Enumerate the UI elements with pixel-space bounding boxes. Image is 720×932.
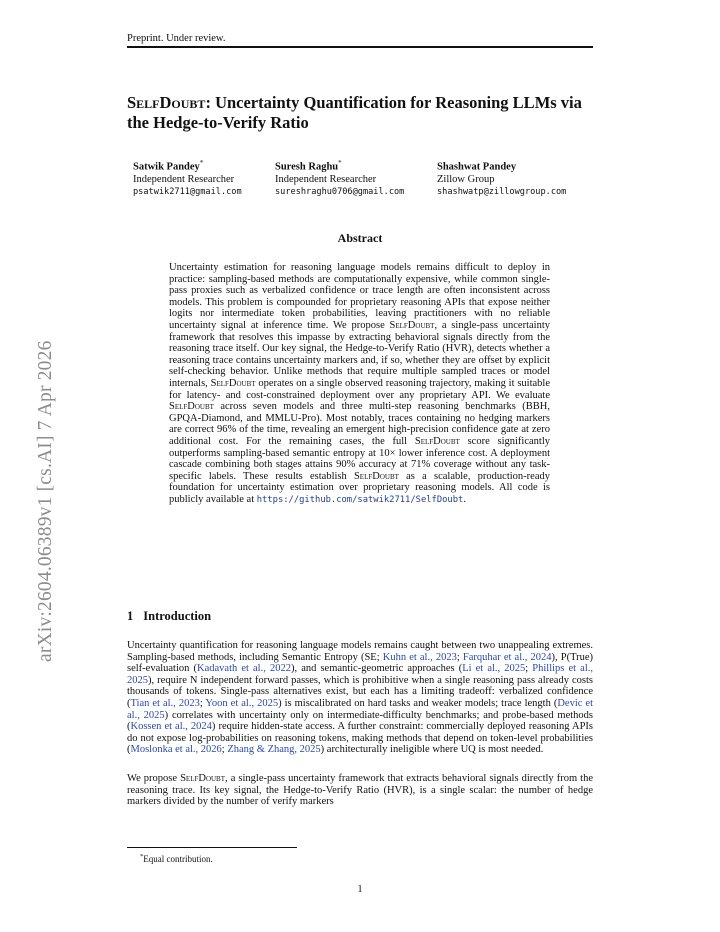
abstract-heading: Abstract bbox=[337, 231, 383, 245]
citation-link[interactable]: Farquhar et al., 2024 bbox=[462, 651, 552, 663]
citation-link[interactable]: Devic et al., 2025 bbox=[127, 697, 594, 721]
author-affiliation: Zillow Group bbox=[437, 173, 495, 185]
body-text: Uncertainty quantification for reasoning language models remains caught between two unappealing extremes. Sampling-based methods, including Semantic Entropy (SE; bbox=[127, 640, 593, 663]
page-number: 1 bbox=[357, 884, 363, 895]
title-rest: : Uncertainty Quantification for Reasoning LLMs via the Hedge-to-Verify Ratio bbox=[127, 93, 582, 132]
citation-link[interactable]: Kadavath et al., 2022 bbox=[197, 663, 291, 675]
section-number: 1 bbox=[127, 609, 134, 623]
brand-name: SelfDoubt bbox=[180, 773, 226, 784]
author-name: Shashwat Pandey bbox=[437, 161, 517, 173]
author-mark: * bbox=[338, 159, 342, 167]
citation-link[interactable]: Moslonka et al., 2026 bbox=[130, 744, 222, 756]
footnote-text: Equal contribution. bbox=[143, 854, 213, 864]
brand-name: SelfDoubt bbox=[169, 401, 214, 413]
body-text: ), and semantic-geometric approaches ( bbox=[290, 663, 463, 675]
brand-name: SelfDoubt bbox=[389, 319, 435, 331]
intro-paragraph-2 bbox=[127, 773, 593, 808]
body-text: ; bbox=[456, 651, 463, 663]
citation-link[interactable]: Yoon et al., 2025 bbox=[205, 697, 279, 709]
author-name: Satwik Pandey bbox=[133, 161, 200, 173]
citation-link[interactable]: Kossen et al., 2024 bbox=[130, 721, 212, 733]
section-title: Introduction bbox=[143, 609, 212, 623]
arxiv-stamp: arXiv:2604.06389v1 [cs.AI] 7 Apr 2026 bbox=[35, 340, 56, 662]
footnote-rule bbox=[127, 847, 297, 848]
title-brand: SelfDoubt bbox=[127, 93, 206, 112]
abstract-text: across seven models and three multi-step reasoning benchmarks (BBH, GPQA-Diamond, and MMLU-Pro). Most notably, traces containing no hedging markers are correct 96% of the time, revealing an emergent high-precision confidence gate at zero additional cost. For the remaining cases, the full bbox=[169, 401, 550, 447]
citation-link[interactable]: Tian et al., 2023 bbox=[130, 697, 200, 709]
body-text: ; bbox=[221, 744, 228, 756]
abstract-text: , a single-pass uncertainty framework that resolves this impasse by extracting behavioral signals directly from the reasoning trace itself. Our key signal, the Hedge-to-Verify Ratio (HVR), detects whether a reasoning trace contains uncertainty markers and, if so, whether they are offset by explicit self-checking behavior. Unlike methods that require multiple sampled traces or model internals, bbox=[169, 319, 550, 389]
intro-paragraph-1 bbox=[127, 640, 593, 756]
body-text: ; bbox=[525, 663, 533, 675]
footnote bbox=[140, 851, 213, 865]
abstract-text: Uncertainty estimation for reasoning language models remains difficult to deploy in practice: sampling-based methods are computationally expensive, while common single-pass proxies such as verbalized confidence or trace length are often inconsistent across models. This problem is compounded for proprietary reasoning APIs that expose neither logits nor intermediate token probabilities, leaving practitioners with no reliable uncertainty signal at inference time. We propose bbox=[169, 262, 550, 331]
paper-title bbox=[127, 93, 607, 133]
footnote-mark: * bbox=[140, 853, 144, 860]
abstract-text: as a scalable, production-ready foundation for uncertainty estimation over proprietary reasoning models. All code is publicly available at bbox=[169, 470, 550, 505]
citation-link[interactable]: Li et al., 2025 bbox=[462, 663, 526, 675]
body-text: ) is miscalibrated on hard tasks and weaker models; trace length ( bbox=[278, 697, 558, 709]
abstract-body bbox=[169, 262, 550, 506]
body-text: ), require N independent forward passes, which is prohibitive when a single reasoning pass already costs thousands of tokens. Single-pass alternatives exist, but each has a limiting tradeoff: verbalized confidence ( bbox=[127, 674, 593, 709]
brand-name: SelfDoubt bbox=[210, 377, 256, 389]
body-text: ) require hidden-state access. A further constraint: commercially deployed reasoning APIs do not expose log-probabilities on reasoning tokens, making methods that depend on token-level probabilities ( bbox=[127, 721, 593, 756]
author-2 bbox=[275, 157, 404, 199]
abstract-text: . bbox=[463, 493, 466, 505]
body-text: We propose bbox=[127, 773, 181, 784]
body-text: , a single-pass uncertainty framework that extracts behavioral signals directly from the reasoning trace. Its key signal, the Hedge-to-Verify Ratio (HVR), is a single scalar: the number of hedge markers divided by the number of verify markers bbox=[127, 773, 593, 808]
brand-name: SelfDoubt bbox=[414, 435, 460, 447]
author-1 bbox=[133, 157, 242, 199]
running-header: Preprint. Under review. bbox=[127, 33, 226, 44]
author-3 bbox=[437, 157, 566, 199]
abstract-text: score significantly outperforms sampling-based semantic entropy at 10× lower inference cost. A deployment cascade combining both stages attains 90% accuracy at 71% coverage without any task-specific labels. These results establish bbox=[169, 435, 550, 482]
body-text: ) architecturally ineligible where UQ is most needed. bbox=[320, 744, 544, 756]
author-affiliation: Independent Researcher bbox=[275, 173, 377, 185]
author-email[interactable]: psatwik2711@gmail.com bbox=[133, 186, 242, 197]
abstract-text: operates on a single observed reasoning trajectory, making it suitable for latency- and cost-constrained deployment over any proprietary API. We evaluate bbox=[169, 377, 551, 401]
brand-name: SelfDoubt bbox=[353, 470, 399, 482]
citation-link[interactable]: Zhang & Zhang, 2025 bbox=[227, 744, 321, 756]
section-heading-introduction bbox=[127, 609, 211, 624]
citation-link[interactable]: Phillips et al., 2025 bbox=[127, 663, 594, 686]
author-name: Suresh Raghu bbox=[275, 161, 339, 173]
author-email[interactable]: shashwatp@zillowgroup.com bbox=[437, 186, 567, 197]
citation-link[interactable]: Kuhn et al., 2023 bbox=[382, 651, 457, 663]
body-text: ) correlates with uncertainty only on intermediate-difficulty benchmarks; and probe-based methods ( bbox=[127, 709, 594, 733]
author-affiliation: Independent Researcher bbox=[133, 173, 235, 185]
body-text: ; bbox=[199, 697, 206, 709]
body-text: ), P(True) self-evaluation ( bbox=[127, 651, 594, 675]
author-email[interactable]: sureshraghu0706@gmail.com bbox=[275, 186, 405, 197]
header-rule bbox=[127, 46, 593, 48]
author-mark: * bbox=[199, 159, 204, 167]
code-link[interactable]: https://github.com/satwik2711/SelfDoubt bbox=[256, 494, 464, 505]
